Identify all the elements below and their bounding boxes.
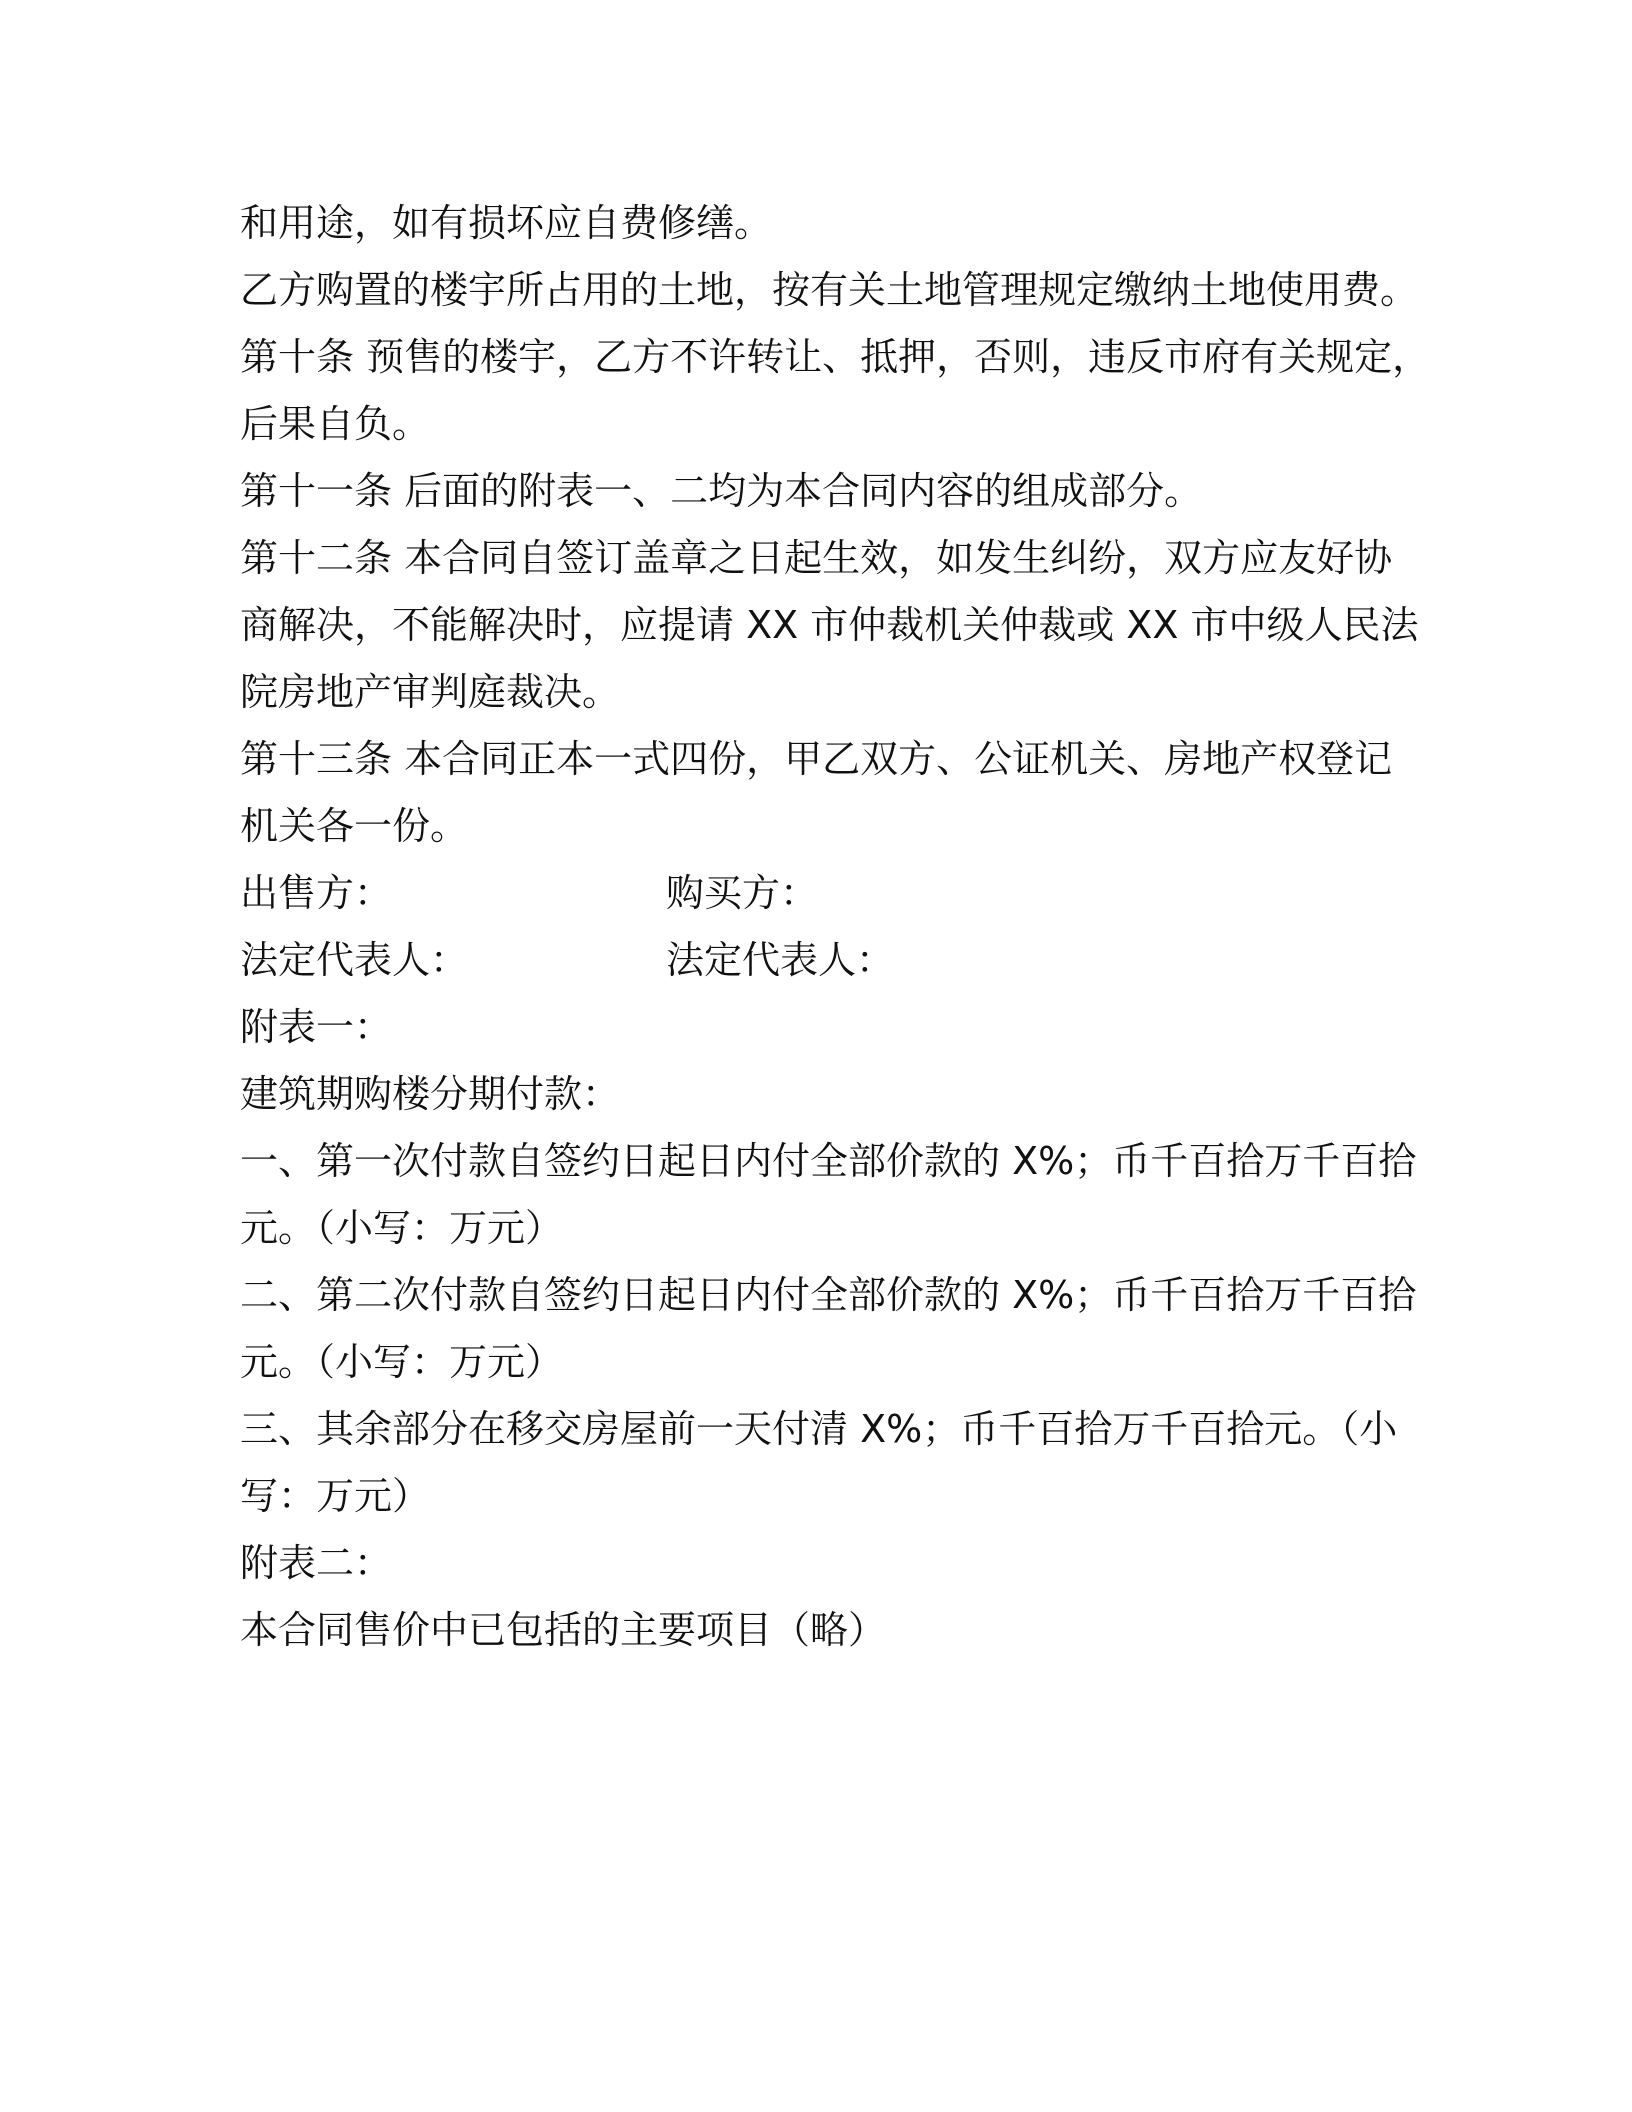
installment-3: 三、其余部分在移交房屋前一天付清 X%；币千百拾万千百拾元。（小 [240, 1407, 1398, 1451]
seller-label: 出售方： [240, 871, 393, 915]
text-line: 院房地产审判庭裁决。 [240, 670, 621, 714]
appendix-2-heading: 附表二： [240, 1541, 393, 1585]
signature-row-parties [240, 860, 1395, 927]
text-line: 机关各一份。 [240, 804, 469, 848]
article-12: 第十二条 本合同自签订盖章之日起生效，如发生纠纷，双方应友好协 [240, 536, 1393, 580]
article-11: 第十一条 后面的附表一、二均为本合同内容的组成部分。 [240, 469, 1203, 513]
appendix-1-heading: 附表一： [240, 1005, 393, 1049]
document-body [240, 190, 1431, 1664]
appendix-2-content: 本合同售价中已包括的主要项目（略） [240, 1608, 887, 1652]
article-10: 第十条 预售的楼宇，乙方不许转让、抵押，否则，违反市府有关规定， [240, 335, 1431, 379]
text-line: 元。（小写：万元） [240, 1206, 564, 1250]
text-line: 和用途，如有损坏应自费修缮。 [240, 201, 773, 245]
seller-representative-label: 法定代表人： [240, 938, 469, 982]
installment-1: 一、第一次付款自签约日起日内付全部价款的 X%；币千百拾万千百拾 [240, 1139, 1417, 1183]
text-line: 写：万元） [240, 1474, 431, 1518]
article-13: 第十三条 本合同正本一式四份，甲乙双方、公证机关、房地产权登记 [240, 737, 1393, 781]
signature-row-representatives [240, 927, 1395, 994]
installment-2: 二、第二次付款自签约日起日内付全部价款的 X%；币千百拾万千百拾 [240, 1273, 1417, 1317]
installment-heading: 建筑期购楼分期付款： [240, 1072, 621, 1116]
buyer-representative-label: 法定代表人： [666, 938, 895, 982]
buyer-label: 购买方： [666, 871, 819, 915]
text-line: 元。（小写：万元） [240, 1340, 564, 1384]
text-line: 乙方购置的楼宇所占用的土地，按有关土地管理规定缴纳土地使用费。 [240, 268, 1419, 312]
text-line: 后果自负。 [240, 402, 431, 446]
text-line: 商解决，不能解决时，应提请 XX 市仲裁机关仲裁或 XX 市中级人民法 [240, 603, 1419, 647]
